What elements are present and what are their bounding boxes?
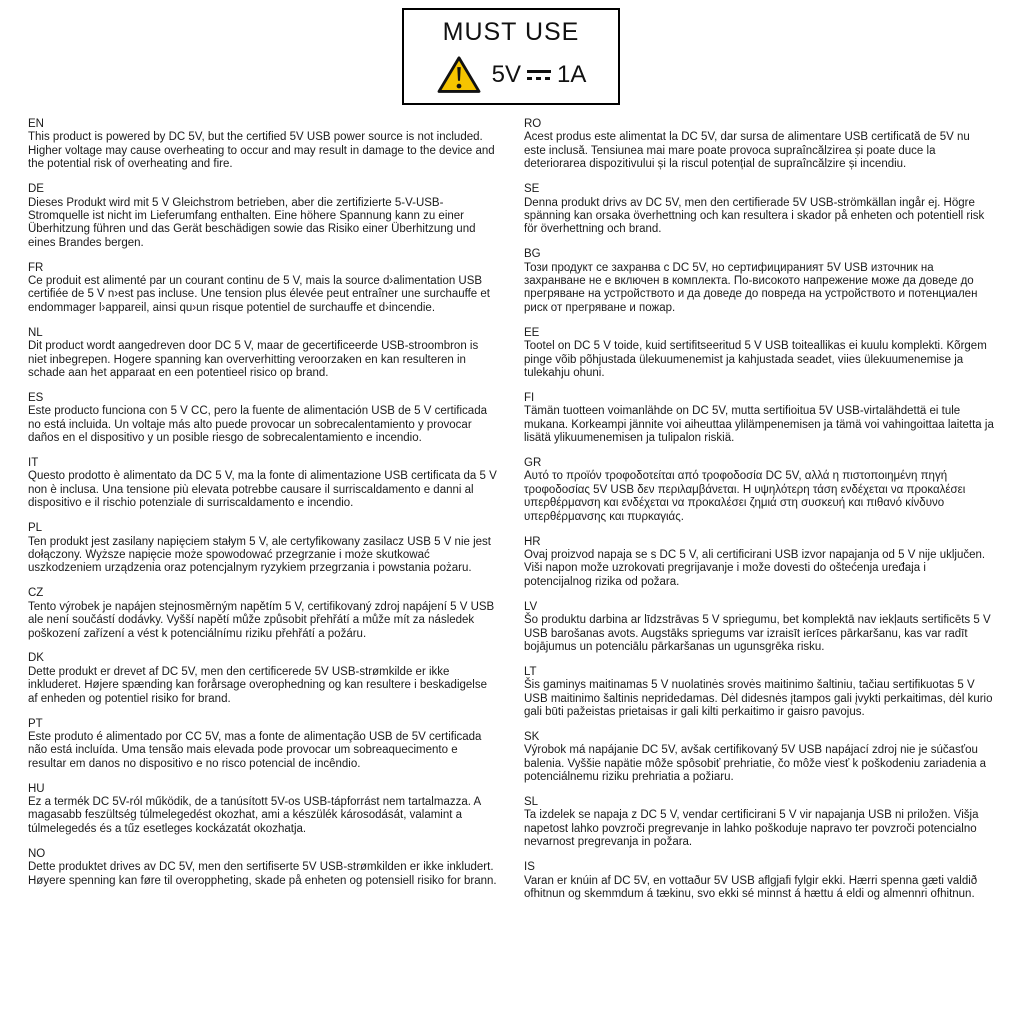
right-column — [524, 118, 994, 913]
language-block-ro — [524, 118, 994, 172]
language-text: Varan er knúin af DC 5V, en vottaður 5V USB aflgjafi fylgir ekki. Hærri spenna gæti valdið ofhitnun og skemmdum á tækinu, svo ekki sé minnst á hættu á eldi og almennri ofhitnun. — [524, 874, 978, 900]
language-block-lv — [524, 601, 994, 655]
voltage-value: 5V — [491, 61, 521, 88]
language-text: Ten produkt jest zasilany napięciem stałym 5 V, ale certyfikowany zasilacz USB 5 V nie jest dołączony. Wyższe napięcie może spowodować przegrzanie i może skutkować uszkodzeniem urządzenia oraz potencjalnym ryzykiem przegrzania i powstania pożaru. — [28, 535, 491, 575]
language-text: Ovaj proizvod napaja se s DC 5 V, ali certificirani USB izvor napajanja od 5 V nije uključen. Viši napon može uzrokovati pregrijavanje i može dovesti do oštećenja uređaja i potencijalnog rizika od požara. — [524, 548, 986, 588]
language-code: IS — [524, 861, 535, 874]
language-block-lt — [524, 666, 994, 720]
language-code: SL — [524, 796, 539, 809]
language-code: HR — [524, 535, 541, 548]
language-block-sl — [524, 796, 994, 850]
language-text: Tento výrobek je napájen stejnosměrným napětím 5 V, certifikovaný zdroj napájení 5 V USB ale není součástí dodávky. Vyšší napětí může způsobit přehřátí a může mít za následek poškození zařízení a vést k potenciálnímu riziku přehřátí a požáru. — [28, 600, 495, 640]
language-text: Tootel on DC 5 V toide, kuid sertifitseeritud 5 V USB toiteallikas ei kuulu komplekti. Kõrgem pinge võib põhjustada ülekuumenemist ja kahjustada seadet, viies ülekuumenemise ja tulekahju ohuni. — [524, 340, 987, 379]
language-block-no — [28, 848, 498, 888]
header-wrap — [28, 8, 994, 105]
language-code: FI — [524, 391, 535, 404]
language-text: Ce produit est alimenté par un courant continu de 5 V, mais la source d›alimentation USB certifiée de 5 V n›est pas incluse. Une tension plus élevée peut entraîner une surchauffe et endommager l›appareil, ainsi qu›un risque potentiel de surchauffe et d›incendie. — [28, 275, 490, 314]
power-spec-row — [414, 55, 608, 95]
language-code: EN — [28, 118, 44, 130]
language-columns — [28, 118, 994, 913]
language-text: Dit product wordt aangedreven door DC 5 V, maar de gecertificeerde USB-stroombron is niet inbegrepen. Hogere spanning kan oververhitting veroorzaken en kan resulteren in schade aan het apparaat en een potentieel risico op brand. — [28, 340, 479, 379]
language-code: PT — [28, 717, 43, 730]
language-code: DE — [28, 183, 44, 196]
language-code: FR — [28, 261, 44, 274]
language-block-fr — [28, 262, 498, 316]
language-code: SK — [524, 730, 540, 743]
language-block-en — [28, 118, 498, 172]
must-use-title: MUST USE — [442, 18, 580, 46]
dc-symbol-dashed-line — [527, 77, 551, 80]
language-code: GR — [524, 457, 542, 470]
language-text: Šis gaminys maitinamas 5 V nuolatinės srovės maitinimo šaltiniu, tačiau sertifikuotas 5 V USB maitinimo šaltinis nepridedamas. Dėl didesnės įtampos gali įvykti perkaitimas, dėl kurio gali būti pažeistas prietaisas ir gali kilti perkaitimo ir gaisro pavojus. — [524, 679, 993, 719]
language-block-bg — [524, 248, 994, 315]
language-block-gr — [524, 457, 994, 524]
language-text: Acest produs este alimentat la DC 5V, dar sursa de alimentare USB certificată de 5V nu este inclusă. Tensiunea mai mare poate provoca supraîncălzirea și poate duce la deteriorarea dispozitivului și la riscul potențial de supraîncălzire și incendiu. — [524, 131, 970, 171]
language-text: Tämän tuotteen voimanlähde on DC 5V, mutta sertifioitua 5V USB-virtalähdettä ei tule mukana. Korkeampi jännite voi aiheuttaa ylilämpenemisen ja tämä voi vahingoittaa laitetta ja lisätä ylikuumenemisen ja tulipalon riskiä. — [524, 405, 994, 445]
language-block-cz — [28, 587, 498, 641]
language-code: DK — [28, 652, 44, 665]
language-text: Dette produktet drives av DC 5V, men den sertifiserte 5V USB-strømkilden er ikke inkludert. Høyere spenning kan føre til overoppheting, skade på enheten og potensiell risiko for brann. — [28, 861, 497, 887]
language-text: Ez a termék DC 5V-ról működik, de a tanúsított 5V-os USB-tápforrást nem tartalmazza. A magasabb feszültség túlmelegedést okozhat, ami a készülék károsodását, valamint a túlmelegedés és a tűz esetleges kockázatát okozhatja. — [28, 796, 481, 835]
dc-symbol-icon — [527, 70, 551, 80]
language-block-ee — [524, 327, 994, 381]
language-code: NO — [28, 847, 46, 860]
language-block-hu — [28, 783, 498, 837]
left-column — [28, 118, 498, 913]
language-block-it — [28, 457, 498, 511]
language-block-pl — [28, 522, 498, 576]
language-text: Αυτό το προϊόν τροφοδοτείται από τροφοδοσία DC 5V, αλλά η πιστοποιημένη πηγή τροφοδοσίας 5V USB δεν περιλαμβάνεται. Η υψηλότερη τάση ενδέχεται να προκαλέσει υπερθέρμανση και ενδέχεται να προκαλέσει ζημιά στη συσκευή και πιθανό κίνδυνο υπερθέρμανσης και πυρκαγιάς. — [524, 470, 966, 523]
language-text: Šo produktu darbina ar līdzstrāvas 5 V spriegumu, bet komplektā nav iekļauts sertificēts 5 V USB barošanas avots. Augstāks spriegums var izraisīt ierīces pārkaršanu, kas var radīt bojājumus un potenciālu pārkaršanas un ugunsgrēka risku. — [524, 614, 991, 653]
language-block-nl — [28, 327, 498, 381]
current-value: 1A — [557, 61, 587, 88]
language-block-pt — [28, 718, 498, 772]
language-code: EE — [524, 326, 540, 339]
language-text: Denna produkt drivs av DC 5V, men den certifierade 5V USB-strömkällan ingår ej. Högre spänning kan orsaka överhettning och kan resultera i skador på enheten och potentiell risk för överhettning och brand. — [524, 196, 985, 236]
language-block-se — [524, 183, 994, 237]
dc-symbol-solid-line — [527, 70, 551, 73]
language-code: BG — [524, 248, 541, 261]
language-code: CZ — [28, 587, 44, 600]
language-text: Questo prodotto è alimentato da DC 5 V, ma la fonte di alimentazione USB certificata da 5 V non è inclusa. Una tensione più elevata potrebbe causare il surriscaldamento e danni al dispositivo e il rischio potenziale di surriscaldamento e incendio. — [28, 470, 497, 510]
language-block-sk — [524, 731, 994, 785]
must-use-box — [402, 8, 620, 105]
language-block-dk — [28, 652, 498, 706]
language-code: SE — [524, 183, 540, 196]
language-text: Този продукт се захранва с DC 5V, но сертифицираният 5V USB източник на захранване не е включен в комплекта. По-високото напрежение може да доведе до прегряване на устройството и да доведе до повреда на устройството и потенциален риск от прегряване и пожар. — [524, 261, 978, 314]
language-text: Este producto funciona con 5 V CC, pero la fuente de alimentación USB de 5 V certificada no está incluida. Un voltaje más alto puede provocar un sobrecalentamiento y provocar daños en el dispositivo y un posible riesgo de sobrecalentamiento e incendio. — [28, 405, 487, 445]
language-text: Dieses Produkt wird mit 5 V Gleichstrom betrieben, aber die zertifizierte 5-V-USB-Stromquelle ist nicht im Lieferumfang enthalten. Eine höhere Spannung kann zu einer Überhitzung führen und das Gerät beschädigen sowie das Risiko einer Überhitzung und eines Brandes bergen. — [28, 196, 476, 249]
language-block-de — [28, 183, 498, 250]
language-code: LV — [524, 600, 538, 613]
language-block-is — [524, 861, 994, 901]
voltage-current-spec — [492, 61, 587, 89]
language-text: Ta izdelek se napaja z DC 5 V, vendar certificirani 5 V vir napajanja USB ni priložen. Višja napetost lahko povzroči pregrevanje in lahko poškoduje napravo ter povzroči potencialno nevarnost pregrevanja in požara. — [524, 809, 979, 849]
language-block-hr — [524, 536, 994, 590]
language-code: HU — [28, 782, 45, 795]
language-text: This product is powered by DC 5V, but the certified 5V USB power source is not included. Higher voltage may cause overheating to occur and may result in damage to the device and the potential risk of overheating and fire. — [28, 131, 495, 171]
language-code: IT — [28, 457, 39, 470]
language-text: Dette produkt er drevet af DC 5V, men den certificerede 5V USB-strømkilde er ikke inkluderet. Højere spænding kan forårsage overophedning og kan resultere i beskadigelse af enheden og potentiel risiko for brand. — [28, 665, 488, 705]
language-code: ES — [28, 391, 44, 404]
language-block-fi — [524, 392, 994, 446]
language-block-es — [28, 392, 498, 446]
language-code: RO — [524, 118, 542, 130]
warning-triangle-icon — [436, 55, 482, 95]
language-code: LT — [524, 665, 537, 678]
language-text: Výrobok má napájanie DC 5V, avšak certifikovaný 5V USB napájací zdroj nie je súčasťou balenia. Vyššie napätie môže spôsobiť prehriatie, čo môže viesť k poškodeniu zariadenia a potenciálnemu riziku prehriatia a požiaru. — [524, 744, 987, 784]
language-text: Este produto é alimentado por CC 5V, mas a fonte de alimentação USB de 5V certificada não está incluída. Uma tensão mais elevada pode provocar um sobreaquecimento e resultar em danos no dispositivo e no risco potencial de incêndio. — [28, 730, 482, 770]
language-code: NL — [28, 326, 43, 339]
language-code: PL — [28, 522, 43, 535]
